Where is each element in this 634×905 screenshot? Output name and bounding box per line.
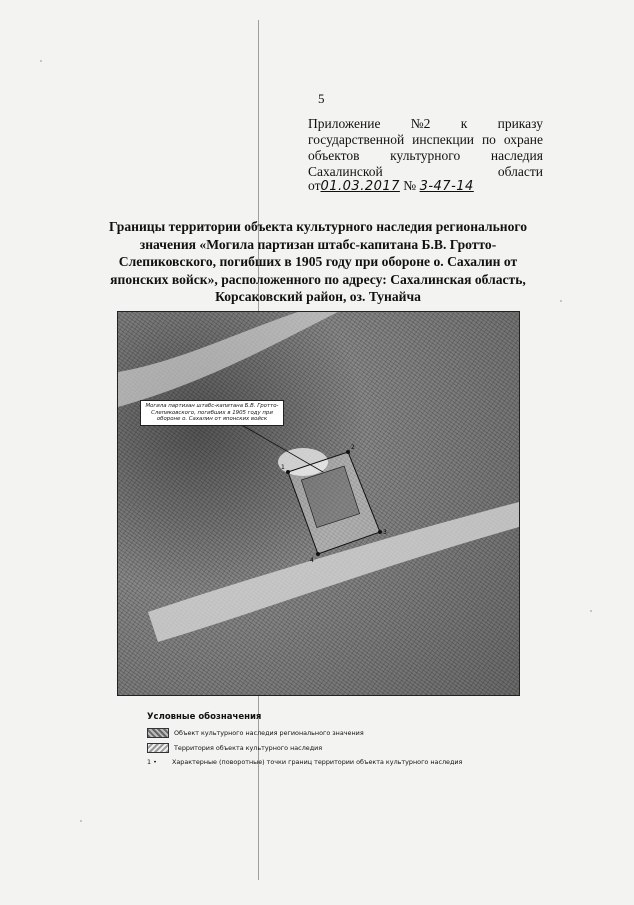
order-date-number <box>308 178 543 194</box>
boundary-point <box>286 470 290 474</box>
appendix-word: объектов <box>308 148 360 163</box>
territory-swatch <box>147 743 169 753</box>
point-symbol: 1 • <box>147 758 157 766</box>
appendix-word: приказу <box>497 116 543 131</box>
legend-item <box>147 743 547 753</box>
boundary-point <box>316 552 320 556</box>
scan-speck <box>40 60 42 62</box>
appendix-line <box>308 148 543 164</box>
appendix-line <box>308 132 543 148</box>
appendix-word: государственной <box>308 132 405 147</box>
legend-item <box>147 758 547 766</box>
object-swatch <box>147 728 169 738</box>
appendix-word: наследия <box>490 148 543 163</box>
legend-label: Объект культурного наследия регионального значения <box>174 729 364 737</box>
appendix-word: инспекции <box>412 132 475 147</box>
point-label: 2 <box>351 444 355 451</box>
appendix-word: Приложение <box>308 116 381 131</box>
handwritten-date: 01.03.2017 <box>320 179 400 194</box>
appendix-word: Сахалинской <box>308 164 383 179</box>
scan-speck <box>560 300 562 302</box>
light-strip <box>118 312 338 407</box>
handwritten-number: 3-47-14 <box>419 179 474 194</box>
map-overlay <box>118 312 519 695</box>
page-number: 5 <box>318 91 325 106</box>
appendix-word: к <box>460 116 468 131</box>
appendix-word: охране <box>503 132 543 147</box>
satellite-map <box>117 311 520 696</box>
map-legend <box>147 712 547 771</box>
legend-item <box>147 728 547 738</box>
appendix-word: по <box>481 132 496 147</box>
legend-label: Территория объекта культурного наследия <box>174 744 323 752</box>
point-label: 4 <box>310 557 314 564</box>
legend-title: Условные обозначения <box>147 712 262 722</box>
document-title: Границы территории объекта культурного наследия регионального значения «Могила партизан штабс-капитана Б.В. Гротто-Слепиковского, погибших в 1905 году при обороне о. Сахалин от японских войск», расположенного по адресу: Сахалинская область, Корсаковский район, оз. Тунайча <box>108 219 528 304</box>
appendix-word: культурного <box>390 148 461 163</box>
number-label: № <box>403 178 417 193</box>
map-callout: Могила партизан штабс-капитана Б.В. Гротто-Слепиковского, погибших в 1905 году при обороне о. Сахалин от японских войск <box>140 400 284 426</box>
appendix-word: №2 <box>410 116 431 131</box>
boundary-point <box>378 530 382 534</box>
boundary-point <box>346 450 350 454</box>
appendix-word: области <box>497 164 543 179</box>
from-label: от <box>308 178 321 193</box>
scan-speck <box>80 820 82 822</box>
point-label: 3 <box>383 529 387 536</box>
point-label: 1 <box>281 464 285 471</box>
legend-label: Характерные (поворотные) точки границ территории объекта культурного наследия <box>172 758 463 766</box>
scan-speck <box>590 610 592 612</box>
appendix-line <box>308 116 543 132</box>
appendix-header <box>308 116 543 180</box>
